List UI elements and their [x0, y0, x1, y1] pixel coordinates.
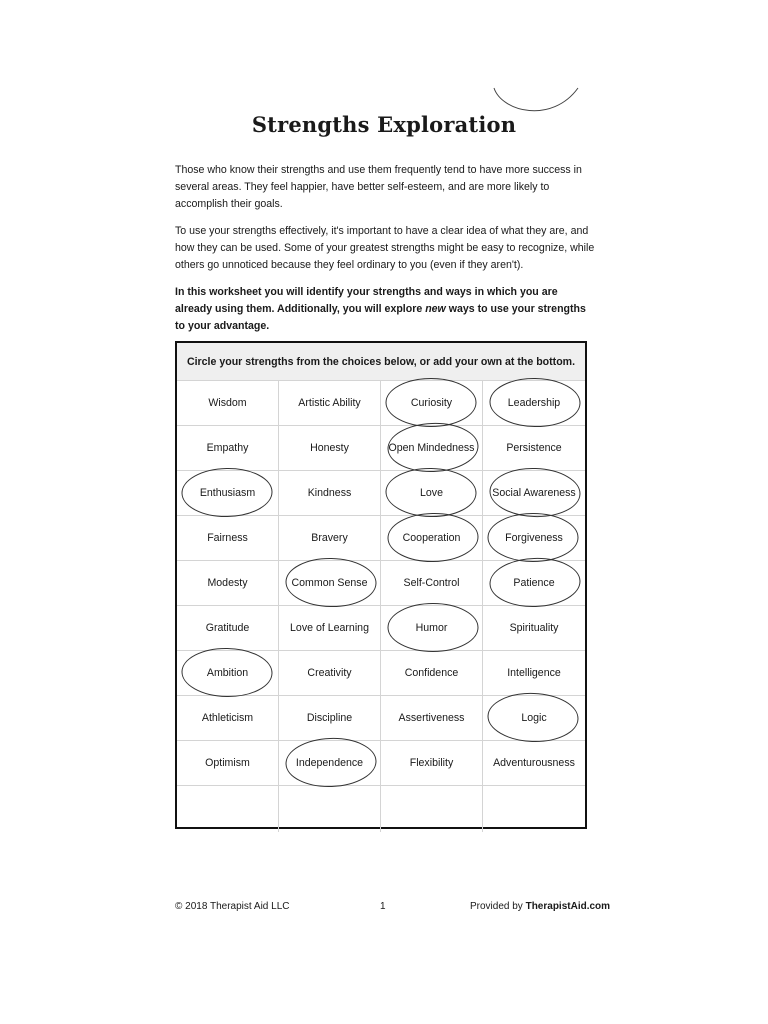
- strength-cell[interactable]: Honesty: [279, 426, 381, 471]
- strength-cell[interactable]: Independence: [279, 741, 381, 786]
- intro-p3-emphasis: new: [425, 303, 446, 315]
- strength-cell[interactable]: Kindness: [279, 471, 381, 516]
- strength-cell[interactable]: Empathy: [177, 426, 279, 471]
- strength-cell[interactable]: Logic: [483, 696, 585, 741]
- strength-cell[interactable]: Spirituality: [483, 606, 585, 651]
- footer-provided-by: [470, 901, 610, 912]
- blank-strength-cell[interactable]: [279, 786, 381, 832]
- page-title: Strengths Exploration: [251, 112, 517, 137]
- strength-cell[interactable]: Fairness: [177, 516, 279, 561]
- grid-instruction: Circle your strengths from the choices below, or add your own at the bottom.: [177, 343, 585, 381]
- footer-provided-label: Provided by: [470, 901, 526, 912]
- strength-cell[interactable]: Ambition: [177, 651, 279, 696]
- strength-cell[interactable]: Cooperation: [381, 516, 483, 561]
- intro-p3-part1: In this worksheet you will identify your strengths and ways in which you are already using them. Additionally, you will explore: [175, 286, 558, 315]
- footer-page-number: 1: [380, 901, 386, 912]
- strength-cell[interactable]: Gratitude: [177, 606, 279, 651]
- strength-cell[interactable]: Creativity: [279, 651, 381, 696]
- strength-cell[interactable]: Discipline: [279, 696, 381, 741]
- strength-cell[interactable]: Enthusiasm: [177, 471, 279, 516]
- strength-cell[interactable]: Artistic Ability: [279, 381, 381, 426]
- strength-cell[interactable]: Social Awareness: [483, 471, 585, 516]
- intro-p3-part2: ways to use your strengths to your advantage.: [175, 303, 586, 332]
- strength-cell[interactable]: Modesty: [177, 561, 279, 606]
- strength-cell[interactable]: Love of Learning: [279, 606, 381, 651]
- strength-cell[interactable]: Adventurousness: [483, 741, 585, 786]
- strength-cell[interactable]: Persistence: [483, 426, 585, 471]
- strength-cell[interactable]: Leadership: [483, 381, 585, 426]
- strength-cell[interactable]: Wisdom: [177, 381, 279, 426]
- blank-strength-cell[interactable]: [381, 786, 483, 832]
- footer-copyright: © 2018 Therapist Aid LLC: [175, 901, 290, 912]
- strength-cell[interactable]: Open Mindedness: [381, 426, 483, 471]
- intro-paragraph-3: [175, 284, 595, 335]
- strengths-grid: [175, 341, 587, 829]
- strength-cell[interactable]: Curiosity: [381, 381, 483, 426]
- strength-cell[interactable]: Optimism: [177, 741, 279, 786]
- strength-cell[interactable]: Humor: [381, 606, 483, 651]
- strength-cell[interactable]: Patience: [483, 561, 585, 606]
- intro-text: [175, 162, 595, 345]
- strength-cell[interactable]: Common Sense: [279, 561, 381, 606]
- strength-cell[interactable]: Love: [381, 471, 483, 516]
- strength-cell[interactable]: Assertiveness: [381, 696, 483, 741]
- strength-cell[interactable]: Confidence: [381, 651, 483, 696]
- footer-brand: TherapistAid.com: [525, 901, 611, 912]
- blank-strength-cell[interactable]: [483, 786, 585, 832]
- intro-paragraph-1: Those who know their strengths and use them frequently tend to have more success in several areas. They feel happier, have better self-esteem, and are more likely to accomplish their goals.: [175, 164, 582, 210]
- strengths-cells: [177, 381, 585, 831]
- strength-cell[interactable]: Athleticism: [177, 696, 279, 741]
- strength-cell[interactable]: Intelligence: [483, 651, 585, 696]
- strength-cell[interactable]: Bravery: [279, 516, 381, 561]
- blank-strength-cell[interactable]: [177, 786, 279, 832]
- intro-paragraph-2: To use your strengths effectively, it's important to have a clear idea of what they are, and how they can be used. Some of your greatest strengths might be easy to recognize, while others go unnoticed because they feel ordinary to you (even if they aren't).: [175, 225, 595, 271]
- strength-cell[interactable]: Forgiveness: [483, 516, 585, 561]
- strength-cell[interactable]: Flexibility: [381, 741, 483, 786]
- strength-cell[interactable]: Self-Control: [381, 561, 483, 606]
